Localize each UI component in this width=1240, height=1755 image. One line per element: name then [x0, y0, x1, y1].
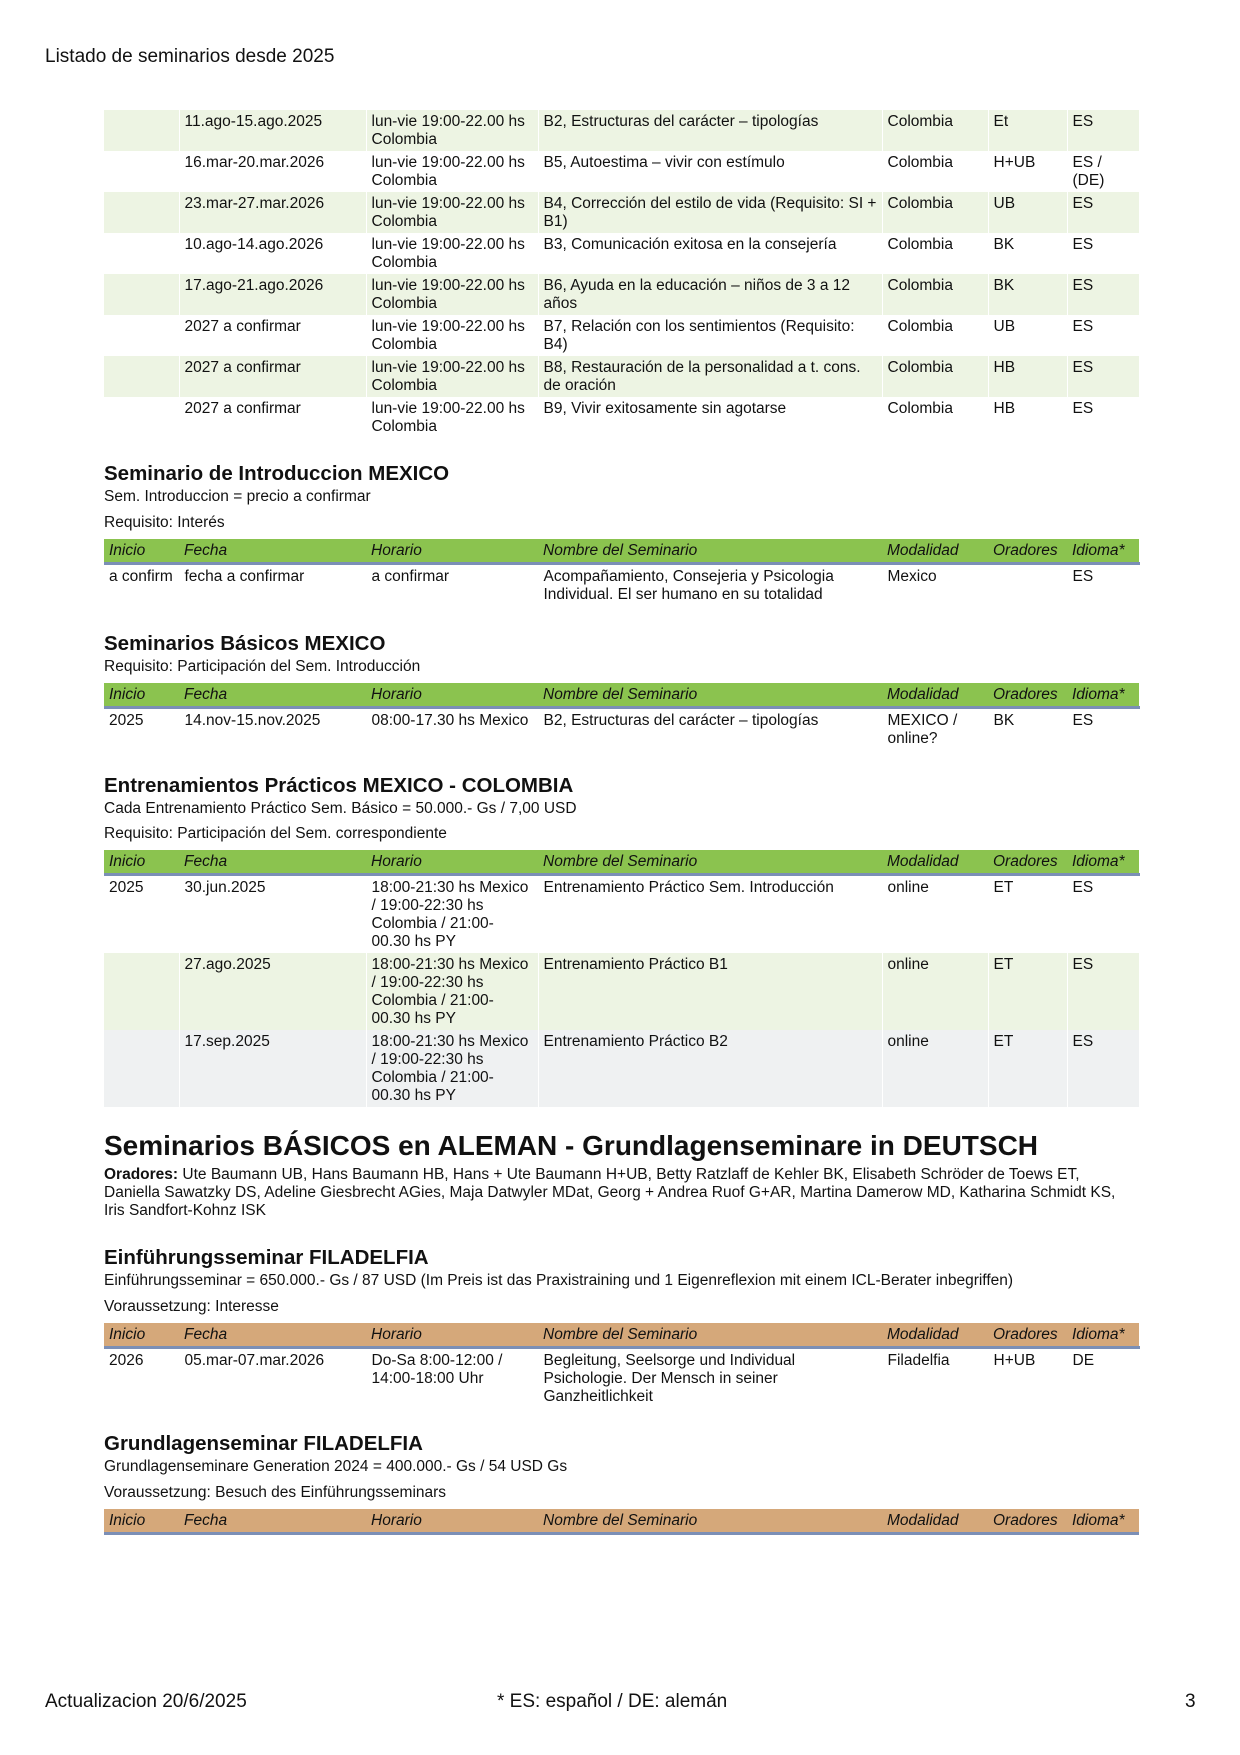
- table-row: [104, 1348, 1139, 1409]
- cell-horario: lun-vie 19:00-22.00 hs Colombia: [366, 233, 538, 274]
- table-row: [104, 708, 1139, 751]
- cell-horario: Do-Sa 8:00-12:00 / 14:00-18:00 Uhr: [366, 1348, 538, 1409]
- cell-fecha: 11.ago-15.ago.2025: [179, 110, 366, 151]
- cell-oradores: ET: [988, 1030, 1067, 1107]
- cell-oradores: HB: [988, 397, 1067, 438]
- cell-fecha: 05.mar-07.mar.2026: [179, 1348, 366, 1409]
- column-header-oradores: Oradores: [988, 1509, 1067, 1534]
- cell-idioma: ES: [1067, 233, 1139, 274]
- oradores-label: Oradores:: [104, 1166, 179, 1183]
- cell-oradores: UB: [988, 192, 1067, 233]
- table-row: [104, 875, 1139, 954]
- cell-horario: a confirmar: [366, 564, 538, 607]
- cell-inicio: [104, 274, 179, 315]
- cell-oradores: BK: [988, 233, 1067, 274]
- cell-modalidad: Filadelfia: [882, 1348, 988, 1409]
- column-header-inicio: Inicio: [104, 683, 179, 708]
- einfuehrung-title: Einführungsseminar FILADELFIA: [104, 1246, 429, 1269]
- column-header-fecha: Fecha: [179, 1323, 366, 1348]
- cell-nombre: B9, Vivir exitosamente sin agotarse: [538, 397, 882, 438]
- table-row: [104, 315, 1139, 356]
- cell-oradores: [988, 564, 1067, 607]
- einfuehrung-price: Einführungsseminar = 650.000.- Gs / 87 USD (Im Preis ist das Praxistraining und 1 Eigenreflexion mit einem ICL-Berater inbegriffen): [104, 1272, 1014, 1289]
- cell-inicio: [104, 192, 179, 233]
- table-row: [104, 953, 1139, 1030]
- cell-horario: 18:00-21:30 hs Mexico / 19:00-22:30 hs Colombia / 21:00-00.30 hs PY: [366, 1030, 538, 1107]
- cell-oradores: ET: [988, 953, 1067, 1030]
- practicos-price: Cada Entrenamiento Práctico Sem. Básico = 50.000.- Gs / 7,00 USD: [104, 800, 577, 817]
- cell-inicio: [104, 315, 179, 356]
- cell-nombre: Entrenamiento Práctico Sem. Introducción: [538, 875, 882, 954]
- column-header-modalidad: Modalidad: [882, 1509, 988, 1534]
- cell-inicio: [104, 233, 179, 274]
- column-header-inicio: Inicio: [104, 1323, 179, 1348]
- table-row: [104, 564, 1139, 607]
- cell-oradores: H+UB: [988, 1348, 1067, 1409]
- cell-idioma: ES: [1067, 953, 1139, 1030]
- table-header-row: [104, 1509, 1139, 1534]
- cell-fecha: fecha a confirmar: [179, 564, 366, 607]
- cell-idioma: ES: [1067, 875, 1139, 954]
- column-header-nombre: Nombre del Seminario: [538, 1509, 882, 1534]
- cell-nombre: B7, Relación con los sentimientos (Requisito: B4): [538, 315, 882, 356]
- cell-inicio: [104, 397, 179, 438]
- column-header-idioma: Idioma*: [1067, 850, 1139, 875]
- cell-inicio: 2026: [104, 1348, 179, 1409]
- cell-modalidad: Mexico: [882, 564, 988, 607]
- cell-modalidad: Colombia: [882, 356, 988, 397]
- cell-fecha: 27.ago.2025: [179, 953, 366, 1030]
- cell-nombre: Entrenamiento Práctico B2: [538, 1030, 882, 1107]
- oradores-list: Ute Baumann UB, Hans Baumann HB, Hans + Ute Baumann H+UB, Betty Ratzlaff de Kehler BK, Elisabeth Schröder de Toews ET, Daniella Sawatzky DS, Adeline Giesbrecht AGies, Maja Datwyler MDat, Georg + Andrea Ruof G+AR, Martina Damerow MD, Katharina Schmidt KS, Iris Sandfort-Kohnz ISK: [104, 1166, 1116, 1219]
- grundlagen-requirement: Voraussetzung: Besuch des Einführungsseminars: [104, 1484, 447, 1501]
- column-header-modalidad: Modalidad: [882, 850, 988, 875]
- basicos-mexico-body: [104, 708, 1139, 751]
- grundlagen-table: [104, 1509, 1139, 1535]
- cell-horario: lun-vie 19:00-22.00 hs Colombia: [366, 397, 538, 438]
- cell-inicio: 2025: [104, 708, 179, 751]
- cell-nombre: B2, Estructuras del carácter – tipologías: [538, 110, 882, 151]
- cell-oradores: H+UB: [988, 151, 1067, 192]
- cell-modalidad: online: [882, 1030, 988, 1107]
- einfuehrung-body: [104, 1348, 1139, 1409]
- column-header-modalidad: Modalidad: [882, 1323, 988, 1348]
- cell-idioma: ES: [1067, 274, 1139, 315]
- cell-modalidad: Colombia: [882, 192, 988, 233]
- cell-idioma: ES: [1067, 397, 1139, 438]
- cell-nombre: B8, Restauración de la personalidad a t. cons. de oración: [538, 356, 882, 397]
- page-number: 3: [1185, 1691, 1196, 1712]
- cell-nombre: B6, Ayuda en la educación – niños de 3 a 12 años: [538, 274, 882, 315]
- cell-horario: lun-vie 19:00-22.00 hs Colombia: [366, 356, 538, 397]
- table-row: [104, 192, 1139, 233]
- cell-oradores: ET: [988, 875, 1067, 954]
- column-header-horario: Horario: [366, 539, 538, 564]
- table-row: [104, 397, 1139, 438]
- cell-oradores: Et: [988, 110, 1067, 151]
- cell-fecha: 16.mar-20.mar.2026: [179, 151, 366, 192]
- cell-horario: 18:00-21:30 hs Mexico / 19:00-22:30 hs Colombia / 21:00-00.30 hs PY: [366, 875, 538, 954]
- basicos-mexico-table: [104, 683, 1140, 750]
- column-header-inicio: Inicio: [104, 850, 179, 875]
- cell-nombre: Begleitung, Seelsorge und Individual Psichologie. Der Mensch in seiner Ganzheitlichkeit: [538, 1348, 882, 1409]
- column-header-nombre: Nombre del Seminario: [538, 683, 882, 708]
- column-header-fecha: Fecha: [179, 850, 366, 875]
- column-header-modalidad: Modalidad: [882, 683, 988, 708]
- cell-fecha: 10.ago-14.ago.2026: [179, 233, 366, 274]
- cell-fecha: 2027 a confirmar: [179, 315, 366, 356]
- table-header-row: [104, 850, 1139, 875]
- cell-fecha: 17.sep.2025: [179, 1030, 366, 1107]
- cell-horario: lun-vie 19:00-22.00 hs Colombia: [366, 274, 538, 315]
- footer-update-date: Actualizacion 20/6/2025: [45, 1691, 247, 1712]
- cell-modalidad: online: [882, 875, 988, 954]
- cell-oradores: BK: [988, 708, 1067, 751]
- practicos-title: Entrenamientos Prácticos MEXICO - COLOMBIA: [104, 774, 574, 797]
- cell-inicio: [104, 356, 179, 397]
- table-row: [104, 151, 1139, 192]
- column-header-nombre: Nombre del Seminario: [538, 850, 882, 875]
- footer-language-note: * ES: español / DE: alemán: [497, 1691, 728, 1712]
- grundlagen-price: Grundlagenseminare Generation 2024 = 400.000.- Gs / 54 USD Gs: [104, 1458, 568, 1475]
- column-header-modalidad: Modalidad: [882, 539, 988, 564]
- practicos-body: [104, 875, 1139, 1108]
- cell-fecha: 14.nov-15.nov.2025: [179, 708, 366, 751]
- cell-nombre: Acompañamiento, Consejeria y Psicologia Individual. El ser humano en su totalidad: [538, 564, 882, 607]
- cell-fecha: 30.jun.2025: [179, 875, 366, 954]
- intro-mexico-table: [104, 539, 1140, 606]
- column-header-oradores: Oradores: [988, 539, 1067, 564]
- cell-idioma: DE: [1067, 1348, 1139, 1409]
- column-header-horario: Horario: [366, 1509, 538, 1534]
- intro-mexico-title: Seminario de Introduccion MEXICO: [104, 462, 450, 485]
- column-header-fecha: Fecha: [179, 1509, 366, 1534]
- table-row: [104, 233, 1139, 274]
- intro-mexico-body: [104, 564, 1139, 607]
- cell-idioma: ES: [1067, 315, 1139, 356]
- colombia-table-body: [104, 110, 1139, 438]
- einfuehrung-requirement: Voraussetzung: Interesse: [104, 1298, 279, 1315]
- cell-inicio: a confirm: [104, 564, 179, 607]
- cell-horario: lun-vie 19:00-22.00 hs Colombia: [366, 192, 538, 233]
- column-header-fecha: Fecha: [179, 539, 366, 564]
- practicos-requirement: Requisito: Participación del Sem. correspondiente: [104, 825, 447, 842]
- column-header-idioma: Idioma*: [1067, 539, 1139, 564]
- cell-modalidad: Colombia: [882, 315, 988, 356]
- column-header-horario: Horario: [366, 683, 538, 708]
- column-header-oradores: Oradores: [988, 683, 1067, 708]
- cell-oradores: BK: [988, 274, 1067, 315]
- cell-horario: lun-vie 19:00-22.00 hs Colombia: [366, 315, 538, 356]
- table-header-row: [104, 683, 1139, 708]
- basicos-mexico-requirement: Requisito: Participación del Sem. Introducción: [104, 658, 421, 675]
- cell-inicio: [104, 1030, 179, 1107]
- cell-horario: 18:00-21:30 hs Mexico / 19:00-22:30 hs Colombia / 21:00-00.30 hs PY: [366, 953, 538, 1030]
- column-header-fecha: Fecha: [179, 683, 366, 708]
- column-header-idioma: Idioma*: [1067, 1323, 1139, 1348]
- cell-nombre: B2, Estructuras del carácter – tipologías: [538, 708, 882, 751]
- cell-inicio: [104, 110, 179, 151]
- grundlagen-title: Grundlagenseminar FILADELFIA: [104, 1432, 423, 1455]
- intro-mexico-requirement: Requisito: Interés: [104, 514, 225, 531]
- cell-inicio: 2025: [104, 875, 179, 954]
- table-header-row: [104, 1323, 1139, 1348]
- cell-modalidad: Colombia: [882, 274, 988, 315]
- aleman-title: Seminarios BÁSICOS en ALEMAN - Grundlagenseminare in DEUTSCH: [104, 1130, 1039, 1161]
- column-header-inicio: Inicio: [104, 1509, 179, 1534]
- cell-idioma: ES / (DE): [1067, 151, 1139, 192]
- document-content: [104, 110, 1139, 1535]
- column-header-idioma: Idioma*: [1067, 683, 1139, 708]
- column-header-horario: Horario: [366, 1323, 538, 1348]
- cell-fecha: 17.ago-21.ago.2026: [179, 274, 366, 315]
- cell-horario: lun-vie 19:00-22.00 hs Colombia: [366, 151, 538, 192]
- column-header-inicio: Inicio: [104, 539, 179, 564]
- aleman-oradores: [104, 1166, 1139, 1220]
- column-header-nombre: Nombre del Seminario: [538, 539, 882, 564]
- cell-fecha: 23.mar-27.mar.2026: [179, 192, 366, 233]
- cell-idioma: ES: [1067, 110, 1139, 151]
- cell-idioma: ES: [1067, 192, 1139, 233]
- page-header: Listado de seminarios desde 2025: [45, 46, 335, 67]
- intro-mexico-price: Sem. Introduccion = precio a confirmar: [104, 488, 371, 505]
- cell-fecha: 2027 a confirmar: [179, 397, 366, 438]
- einfuehrung-table: [104, 1323, 1140, 1408]
- cell-modalidad: MEXICO / online?: [882, 708, 988, 751]
- cell-modalidad: Colombia: [882, 397, 988, 438]
- cell-nombre: B4, Corrección del estilo de vida (Requisito: SI + B1): [538, 192, 882, 233]
- table-header-row: [104, 539, 1139, 564]
- column-header-horario: Horario: [366, 850, 538, 875]
- cell-idioma: ES: [1067, 1030, 1139, 1107]
- cell-oradores: HB: [988, 356, 1067, 397]
- cell-idioma: ES: [1067, 708, 1139, 751]
- table-row: [104, 110, 1139, 151]
- cell-nombre: B3, Comunicación exitosa en la consejería: [538, 233, 882, 274]
- cell-idioma: ES: [1067, 564, 1139, 607]
- column-header-oradores: Oradores: [988, 850, 1067, 875]
- cell-idioma: ES: [1067, 356, 1139, 397]
- cell-nombre: Entrenamiento Práctico B1: [538, 953, 882, 1030]
- table-row: [104, 1030, 1139, 1107]
- practicos-table: [104, 850, 1140, 1107]
- cell-modalidad: online: [882, 953, 988, 1030]
- cell-fecha: 2027 a confirmar: [179, 356, 366, 397]
- cell-horario: lun-vie 19:00-22.00 hs Colombia: [366, 110, 538, 151]
- cell-modalidad: Colombia: [882, 110, 988, 151]
- column-header-idioma: Idioma*: [1067, 1509, 1139, 1534]
- column-header-oradores: Oradores: [988, 1323, 1067, 1348]
- column-header-nombre: Nombre del Seminario: [538, 1323, 882, 1348]
- cell-nombre: B5, Autoestima – vivir con estímulo: [538, 151, 882, 192]
- colombia-seminars-table: [104, 110, 1140, 438]
- cell-modalidad: Colombia: [882, 233, 988, 274]
- cell-inicio: [104, 151, 179, 192]
- cell-horario: 08:00-17.30 hs Mexico: [366, 708, 538, 751]
- cell-modalidad: Colombia: [882, 151, 988, 192]
- cell-inicio: [104, 953, 179, 1030]
- table-row: [104, 274, 1139, 315]
- table-row: [104, 356, 1139, 397]
- basicos-mexico-title: Seminarios Básicos MEXICO: [104, 632, 386, 655]
- cell-oradores: UB: [988, 315, 1067, 356]
